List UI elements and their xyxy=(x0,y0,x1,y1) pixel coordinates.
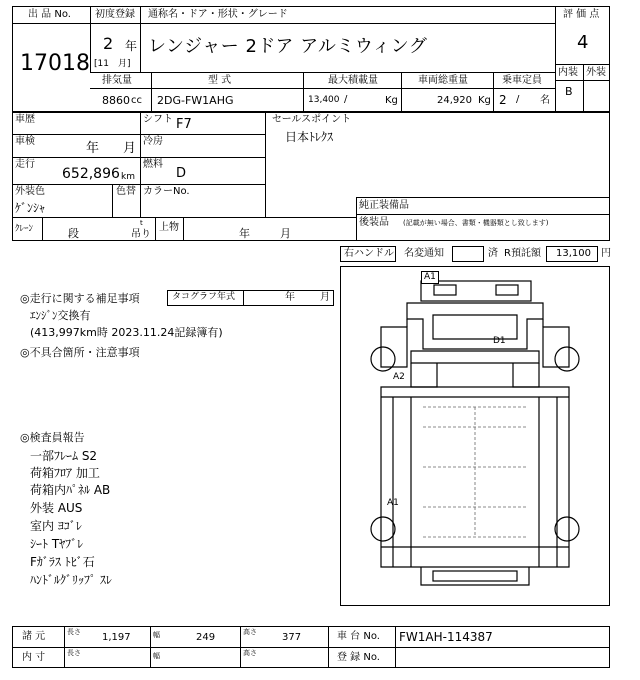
supplement-title: ◎走行に関する補足事項 xyxy=(20,292,140,305)
dims-label: 諸 元 xyxy=(22,631,46,642)
fuel-value: D xyxy=(176,166,187,181)
inspector-line: 外装 AUS xyxy=(30,501,83,515)
height-label: 高さ xyxy=(243,628,257,636)
crane-stage: 段 xyxy=(68,227,79,240)
exterior-label: 外装 xyxy=(586,67,606,78)
damage-mark: A2 xyxy=(393,372,405,382)
inspection-year: 年 xyxy=(86,141,100,156)
name-change-label: 名変通知 xyxy=(404,248,444,259)
car-name: レンジャー 2ドア アルミウィング xyxy=(148,36,428,57)
crane-ton: t xyxy=(140,219,143,227)
upper-year: 年 xyxy=(239,227,250,240)
inspector-line: 荷箱内ﾊﾟﾈﾙ AB xyxy=(30,483,111,497)
aftermarket-label: 後装品 xyxy=(359,217,389,228)
damage-mark: A1 xyxy=(387,498,399,508)
first-reg-label: 初度登録 xyxy=(95,9,135,20)
displacement-unit: cc xyxy=(131,95,142,106)
length-label: 長さ xyxy=(67,628,81,636)
month-unit: 月] xyxy=(118,59,131,69)
ac-label: 冷房 xyxy=(143,136,163,147)
color-label: 外装色 xyxy=(15,186,45,197)
tachograph-label: タコグラフ年式 xyxy=(172,292,236,302)
damage-mark: A1 xyxy=(424,272,436,282)
tachograph-month: 月 xyxy=(320,292,330,303)
payload-value: 13,400 xyxy=(308,95,340,105)
inspector-line: ﾊﾝﾄﾞﾙｸﾞﾘｯﾌﾟ ｽﾚ xyxy=(30,573,112,587)
aftermarket-note: (記載が無い場合、書類・機器類とし致します) xyxy=(403,219,549,227)
length-value: 1,197 xyxy=(102,632,131,643)
sales-point-label: セールスポイント xyxy=(272,114,352,125)
model-value: 2DG-FW1AHG xyxy=(157,94,234,107)
right-hand-label: 右ハンドル xyxy=(344,248,394,259)
inspector-line: 一部ﾌﾚｰﾑ S2 xyxy=(30,449,98,463)
year-value: 2 xyxy=(103,34,114,53)
upper-body-label: 上物 xyxy=(159,222,179,233)
defects-title: ◎不具合箇所・注意事項 xyxy=(20,346,140,359)
name-change-box xyxy=(452,246,484,262)
mileage-label: 走行 xyxy=(15,159,35,170)
grade-label: 評 価 点 xyxy=(563,9,600,20)
tachograph-year: 年 xyxy=(285,292,295,303)
payload-label: 最大積載量 xyxy=(328,75,378,86)
genuine-equipment-label: 純正装備品 xyxy=(359,200,409,211)
fuel-label: 燃料 xyxy=(143,159,163,170)
gross-weight-value: 24,920 xyxy=(437,95,472,106)
inspector-line: Fｶﾞﾗｽ ﾄﾋﾞ石 xyxy=(30,555,95,569)
interior-label: 内装 xyxy=(558,67,578,78)
capacity-label: 乗車定員 xyxy=(502,75,542,86)
height-value: 377 xyxy=(282,632,302,643)
supplement-line: (413,997km時 2023.11.24記録簿有) xyxy=(30,326,223,339)
damage-mark: D1 xyxy=(493,336,506,346)
inspector-line: 荷箱ﾌﾛｱ 加工 xyxy=(30,466,100,480)
displacement-label: 排気量 xyxy=(102,75,132,86)
inspector-line: 室内 ﾖｺﾞﾚ xyxy=(30,519,82,533)
model-label: 型 式 xyxy=(208,75,232,86)
chassis-label: 車 台 No. xyxy=(337,631,380,642)
shift-value: F7 xyxy=(176,117,192,132)
shift-label: シフト xyxy=(143,114,173,125)
width-label: 幅 xyxy=(153,631,160,639)
inner-length-label: 長さ xyxy=(67,649,81,657)
registration-label: 登 録 No. xyxy=(337,652,380,663)
name-change-tail: 済 xyxy=(488,248,498,259)
gross-weight-label: 車両総重量 xyxy=(418,75,468,86)
name-label: 通称名・ドア・形状・グレード xyxy=(148,9,288,20)
inspector-title: ◎検査員報告 xyxy=(20,431,85,444)
lot-number: 17018 xyxy=(20,51,90,76)
payload-unit: Kg xyxy=(385,95,398,106)
inspector-line: ｼｰﾄ Tﾔﾌﾞﾚ xyxy=(30,537,84,551)
interior-value: B xyxy=(565,85,573,98)
capacity-value: 2 xyxy=(499,93,507,107)
grade-value: 4 xyxy=(577,32,589,53)
supplement-line: ｴﾝｼﾞﾝ交換有 xyxy=(30,309,91,322)
year-unit: 年 xyxy=(125,39,138,53)
month-value: [11 xyxy=(94,59,109,69)
inspection-month: 月 xyxy=(123,141,137,156)
color-value: ｹﾞﾝｼｬ xyxy=(15,201,46,215)
color-code-label: カラーNo. xyxy=(143,186,190,197)
capacity-slash: / xyxy=(516,94,520,105)
lot-label: 出 品 No. xyxy=(28,9,71,20)
crane-label: ｸﾚｰﾝ xyxy=(15,224,34,234)
deposit-label: R預託額 xyxy=(504,248,541,259)
color-change-label: 色替 xyxy=(116,186,136,197)
chassis-value: FW1AH-114387 xyxy=(399,630,493,644)
width-value: 249 xyxy=(196,632,216,643)
deposit-value: 13,100 xyxy=(556,248,591,259)
mileage-unit: km xyxy=(121,172,135,182)
truck-outline-drawing xyxy=(341,267,609,605)
upper-month: 月 xyxy=(280,227,291,240)
inner-width-label: 幅 xyxy=(153,652,160,660)
mileage-value: 652,896 xyxy=(62,166,120,182)
history-label: 車歴 xyxy=(15,114,35,125)
payload-slash: / xyxy=(344,94,348,105)
inner-height-label: 高さ xyxy=(243,649,257,657)
deposit-unit: 円 xyxy=(601,248,611,259)
truck-diagram xyxy=(340,266,610,606)
sales-point-value: 日本ﾄﾚｸｽ xyxy=(285,130,334,144)
displacement-value: 8860 xyxy=(102,94,130,107)
capacity-unit: 名 xyxy=(540,95,550,106)
inner-dims-label: 内 寸 xyxy=(22,652,46,663)
crane-hook: 吊り xyxy=(131,229,151,240)
gross-weight-unit: Kg xyxy=(478,95,491,106)
inspection-label: 車検 xyxy=(15,136,35,147)
